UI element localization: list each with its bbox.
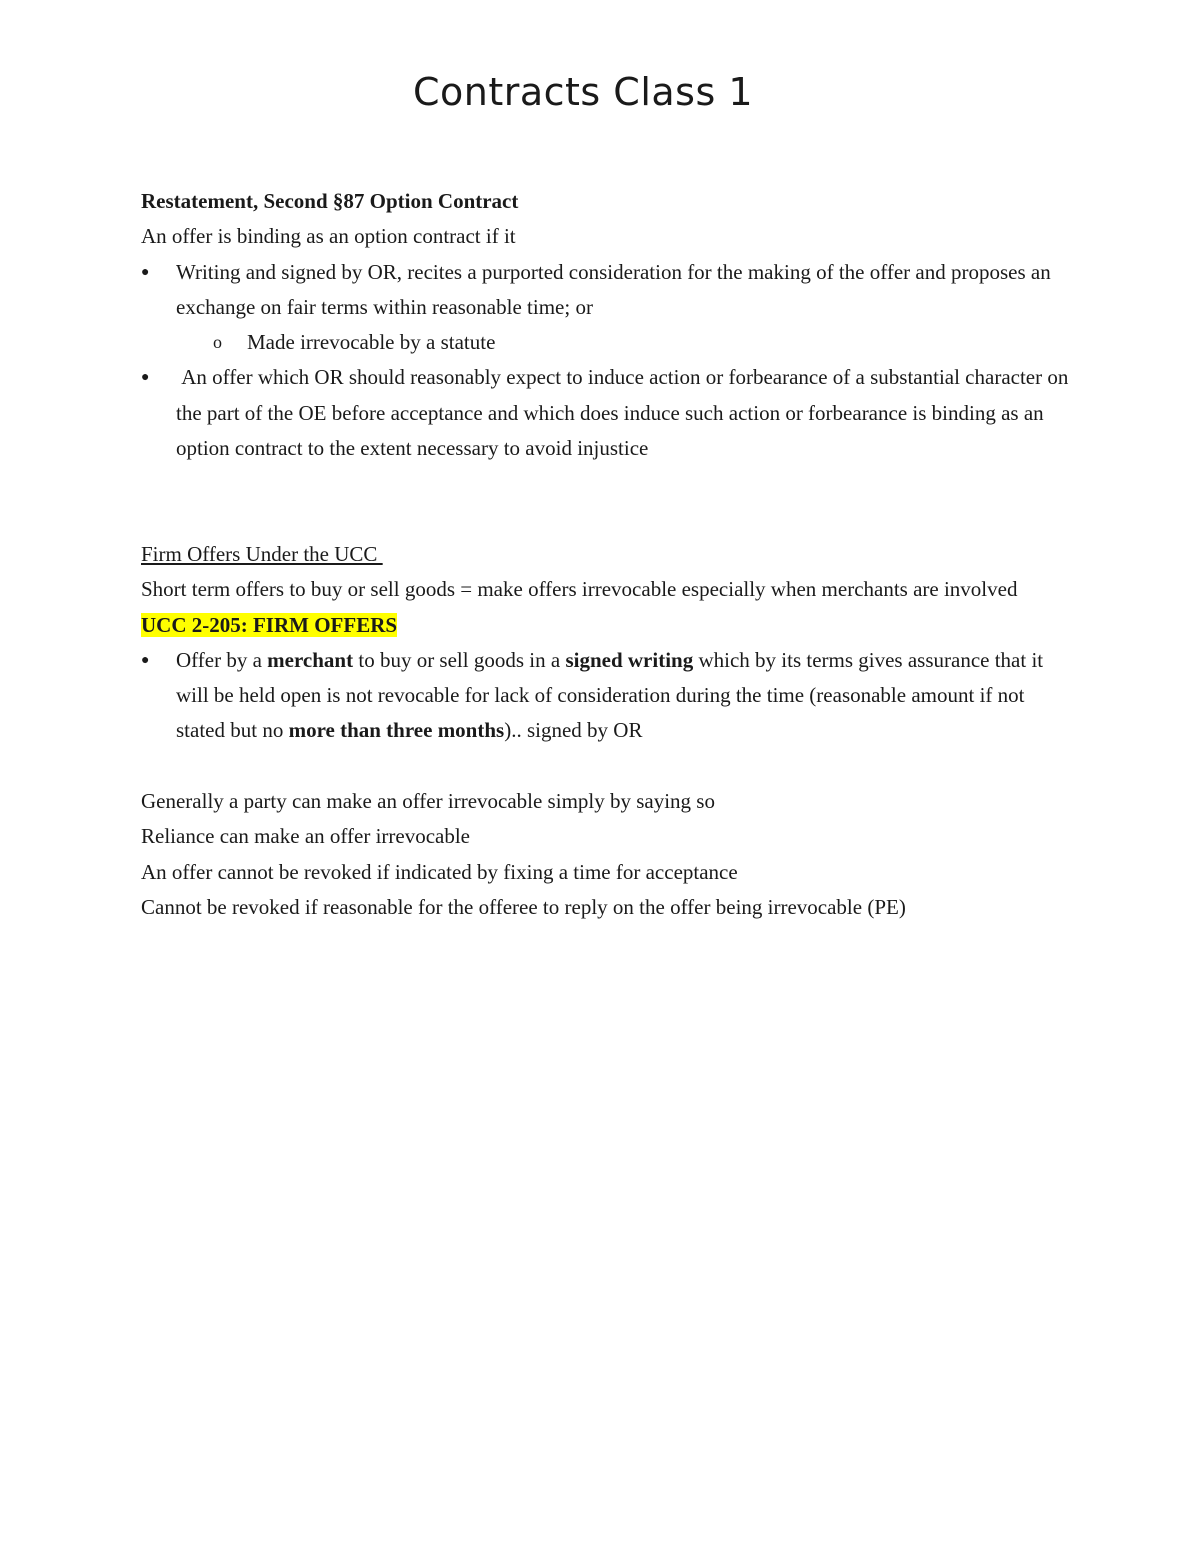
text-run: ).. signed by OR <box>504 718 643 743</box>
section-intro: An offer is binding as an option contract if it <box>141 224 516 249</box>
paragraph: Short term offers to buy or sell goods = make offers irrevocable especially when merchants are involved <box>141 577 1018 602</box>
document-title: Contracts Class 1 <box>412 70 754 114</box>
spacer <box>141 466 1071 537</box>
bold-text: more than three months <box>288 718 505 743</box>
sub-list-item-text: Made irrevocable by a statute <box>247 330 496 355</box>
paragraph-line: Reliance can make an offer irrevocable <box>141 824 471 849</box>
list-item <box>141 255 1071 326</box>
bullet-icon: ● <box>141 652 150 668</box>
circle-bullet-icon: o <box>213 332 222 353</box>
text-run: Offer by a <box>176 647 268 672</box>
text-run: which by its terms gives assurance that it will be held open is not revocable for lack of consideration during the time (reasonable amount if not stated but no <box>176 647 1044 743</box>
paragraph-line: An offer cannot be revoked if indicated by fixing a time for acceptance <box>141 859 738 884</box>
paragraph-line: Generally a party can make an offer irrevocable simply by saying so <box>141 789 715 814</box>
sub-list-item <box>141 325 1071 360</box>
highlight-text: UCC 2-205: FIRM OFFERS <box>141 612 398 637</box>
list-item-text: An offer which OR should reasonably expect to induce action or forbearance of a substantial character on the part of the OE before acceptance and which does induce such action or forbearance is binding as an option contract to the extent necessary to avoid injustice <box>176 365 1074 461</box>
bullet-icon: ● <box>141 264 150 280</box>
list-item-text <box>176 648 1043 743</box>
bullet-icon: ● <box>141 370 150 386</box>
list-item <box>141 643 1071 749</box>
highlighted-heading <box>141 608 1071 643</box>
bold-text: signed writing <box>565 647 694 672</box>
bold-text: merchant <box>267 647 354 672</box>
paragraph-line: Cannot be revoked if reasonable for the offeree to reply on the offer being irrevocable (PE) <box>141 894 906 919</box>
text-run: to buy or sell goods in a <box>353 647 566 672</box>
spacer <box>141 749 1071 784</box>
section-heading-firm-offers: Firm Offers Under the UCC <box>141 541 383 566</box>
list-item <box>141 360 1074 466</box>
section-heading-restatement: Restatement, Second §87 Option Contract <box>141 189 519 213</box>
list-item-text: Writing and signed by OR, recites a purported consideration for the making of the offer and proposes an exchange on fair terms within reasonable time; or <box>176 259 1051 319</box>
document-body <box>141 184 1074 925</box>
